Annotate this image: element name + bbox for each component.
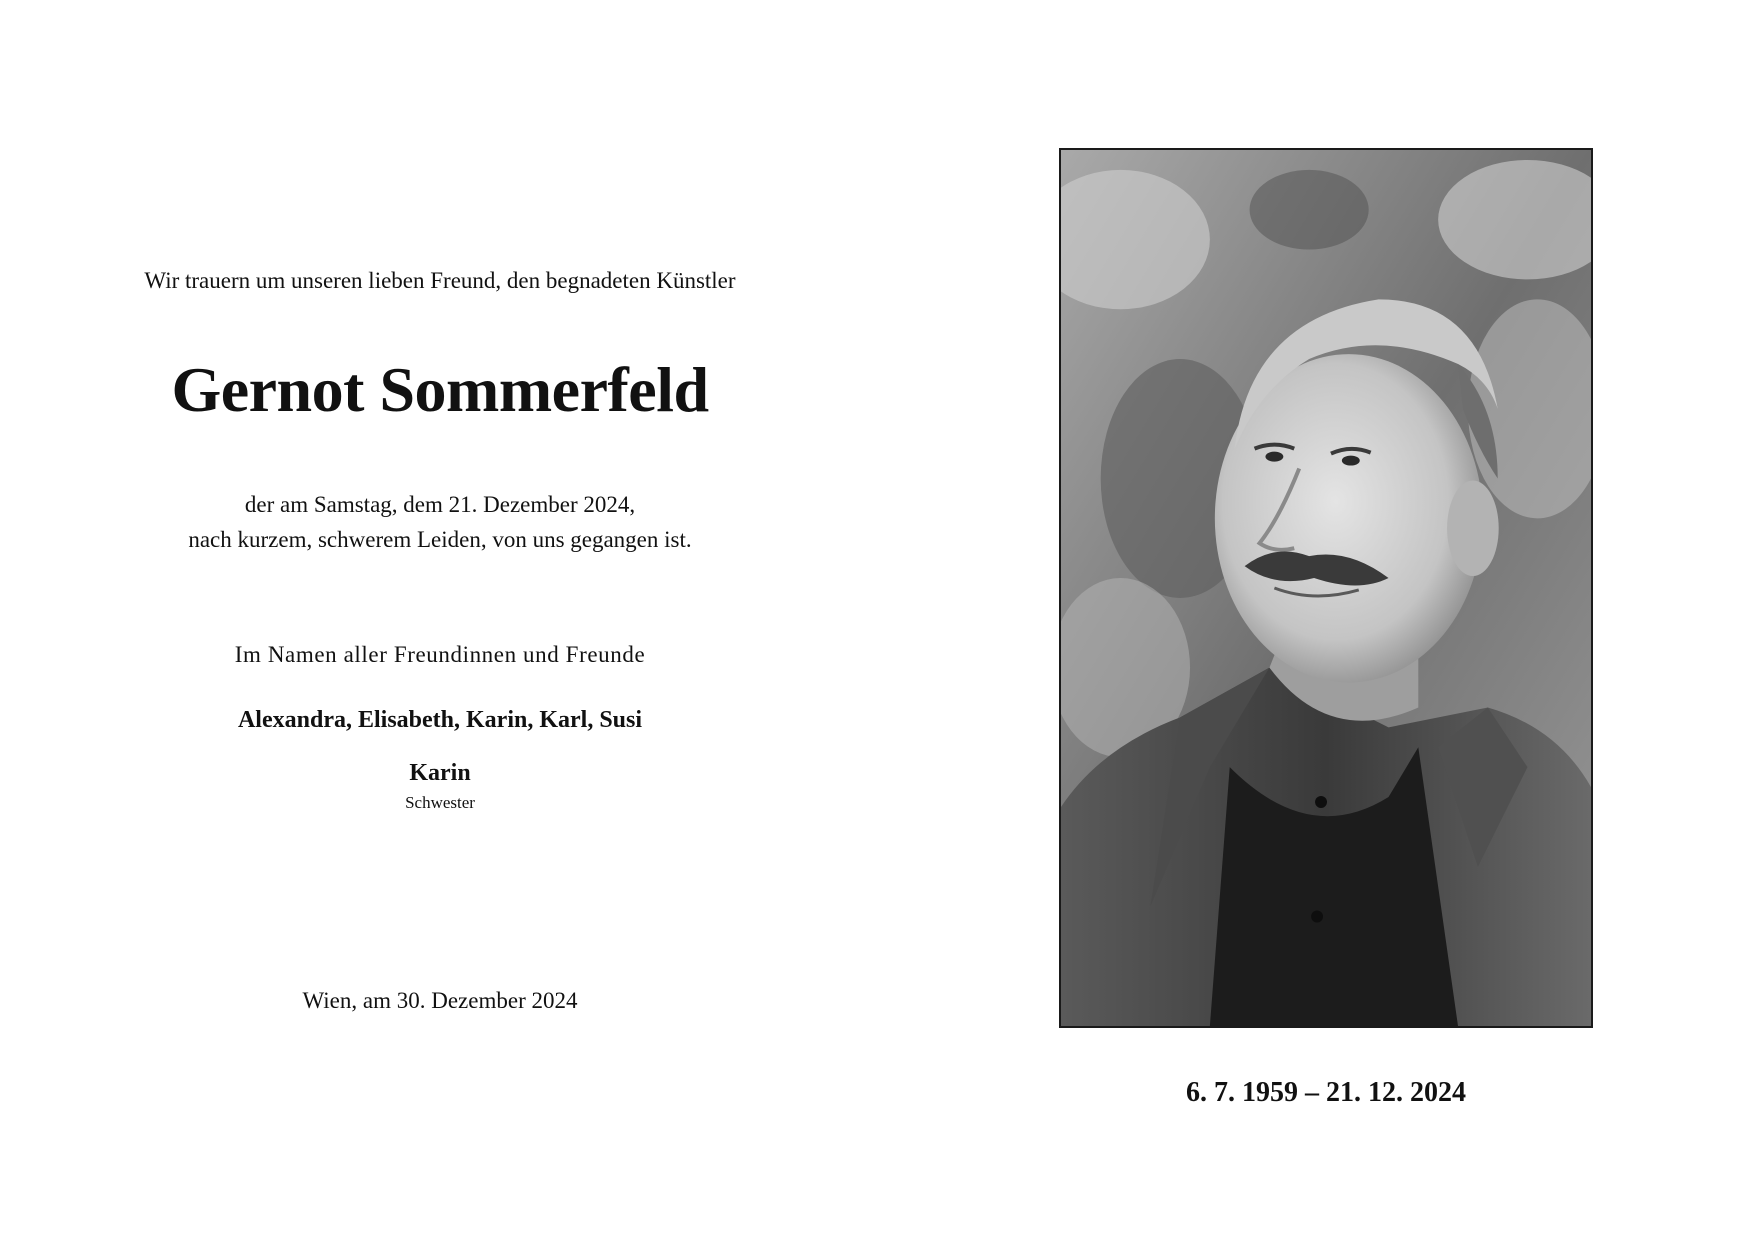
relative-name: Karin xyxy=(409,760,471,786)
death-notice-line-1: der am Samstag, dem 21. Dezember 2024, xyxy=(244,492,636,517)
portrait-photo-illustration xyxy=(1061,150,1591,1026)
death-notice-line-2: nach kurzem, schwerem Leiden, von uns gegangen ist. xyxy=(188,527,692,552)
friends-names: Alexandra, Elisabeth, Karin, Karl, Susi xyxy=(237,707,643,733)
on-behalf-text: Im Namen aller Freundinnen und Freunde xyxy=(234,642,646,667)
portrait-photo xyxy=(1059,148,1593,1028)
deceased-name: Gernot Sommerfeld xyxy=(171,354,709,425)
intro-text: Wir trauern um unseren lieben Freund, den begnadeten Künstler xyxy=(144,268,736,293)
life-dates: 6. 7. 1959 – 21. 12. 2024 xyxy=(1186,1077,1466,1108)
relative-role: Schwester xyxy=(405,793,475,812)
place-and-date: Wien, am 30. Dezember 2024 xyxy=(302,988,578,1013)
